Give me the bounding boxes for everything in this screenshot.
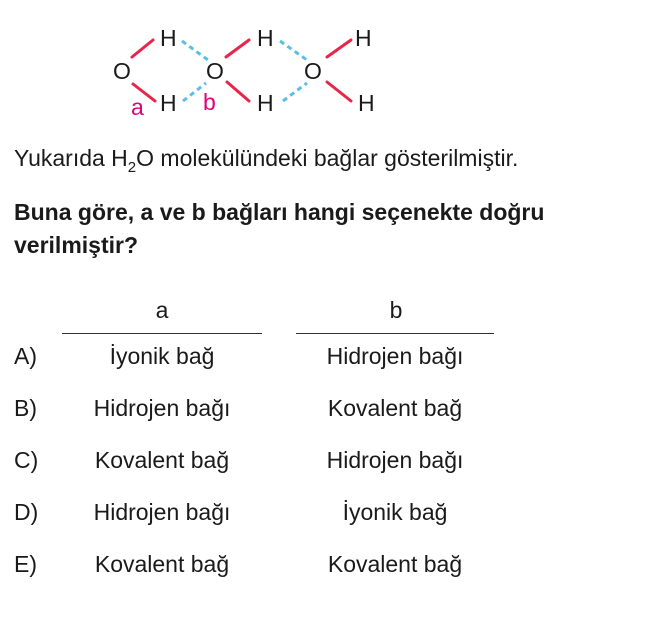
option-bond-a-value: İyonik bağ (109, 343, 215, 369)
answer-option-a[interactable] (0, 343, 656, 383)
water-molecule-diagram (0, 0, 420, 130)
question-prompt: Buna göre, a ve b bağları hangi seçenekte doğru verilmiştir? (14, 199, 545, 258)
question-statement (14, 143, 519, 176)
oxygen-atom-3: O (304, 58, 322, 84)
covalent-bond-o2-h4 (227, 82, 249, 101)
hydrogen-atom-5: H (355, 25, 372, 51)
column-header-b: b (389, 297, 403, 323)
hydrogen-bonds (182, 41, 307, 101)
statement-before: Yukarıda H (14, 145, 128, 171)
option-letter: E) (14, 551, 37, 577)
statement-subscript: 2 (127, 159, 137, 176)
statement-after: O molekülündeki bağlar gösterilmiştir. (136, 145, 519, 171)
option-letter: A) (14, 343, 37, 369)
covalent-bond-o3-h6 (327, 82, 351, 101)
answer-option-b[interactable] (0, 395, 656, 435)
hydrogen-atom-3: H (257, 25, 274, 51)
option-letter: B) (14, 395, 37, 421)
hydrogen-atom-1: H (160, 25, 177, 51)
hydrogen-atom-2: H (160, 90, 177, 116)
option-letter: C) (14, 447, 39, 473)
hydrogen-atom-6: H (358, 90, 375, 116)
bond-label-b: b (203, 89, 216, 115)
hydrogen-bond-h4-o3 (283, 83, 307, 101)
option-bond-b-value: İyonik bağ (342, 499, 448, 525)
answer-option-d[interactable] (0, 499, 656, 539)
option-bond-a-value: Kovalent bağ (94, 551, 230, 577)
option-letter: D) (14, 499, 39, 525)
answer-option-e[interactable] (0, 551, 656, 591)
column-rule-b (296, 333, 494, 334)
option-bond-b-value: Hidrojen bağı (326, 343, 464, 369)
covalent-bond-o3-h5 (327, 40, 351, 57)
column-header-a: a (155, 297, 169, 323)
covalent-bond-o1-h1 (132, 40, 153, 57)
option-bond-b-value: Kovalent bağ (327, 395, 463, 421)
option-bond-b-value: Kovalent bağ (327, 551, 463, 577)
oxygen-atom-2: O (206, 58, 224, 84)
option-bond-a-value: Hidrojen bağı (93, 499, 231, 525)
bond-label-a: a (131, 94, 144, 120)
hydrogen-bond-h3-o3 (280, 41, 307, 60)
column-rule-a (62, 333, 262, 334)
answer-option-c[interactable] (0, 447, 656, 487)
hydrogen-bond-h1-o2 (182, 41, 208, 60)
covalent-bond-o2-h3 (226, 40, 249, 57)
oxygen-atom-1: O (113, 58, 131, 84)
hydrogen-atom-4: H (257, 90, 274, 116)
option-bond-b-value: Hidrojen bağı (326, 447, 464, 473)
option-bond-a-value: Kovalent bağ (94, 447, 230, 473)
option-bond-a-value: Hidrojen bağı (93, 395, 231, 421)
